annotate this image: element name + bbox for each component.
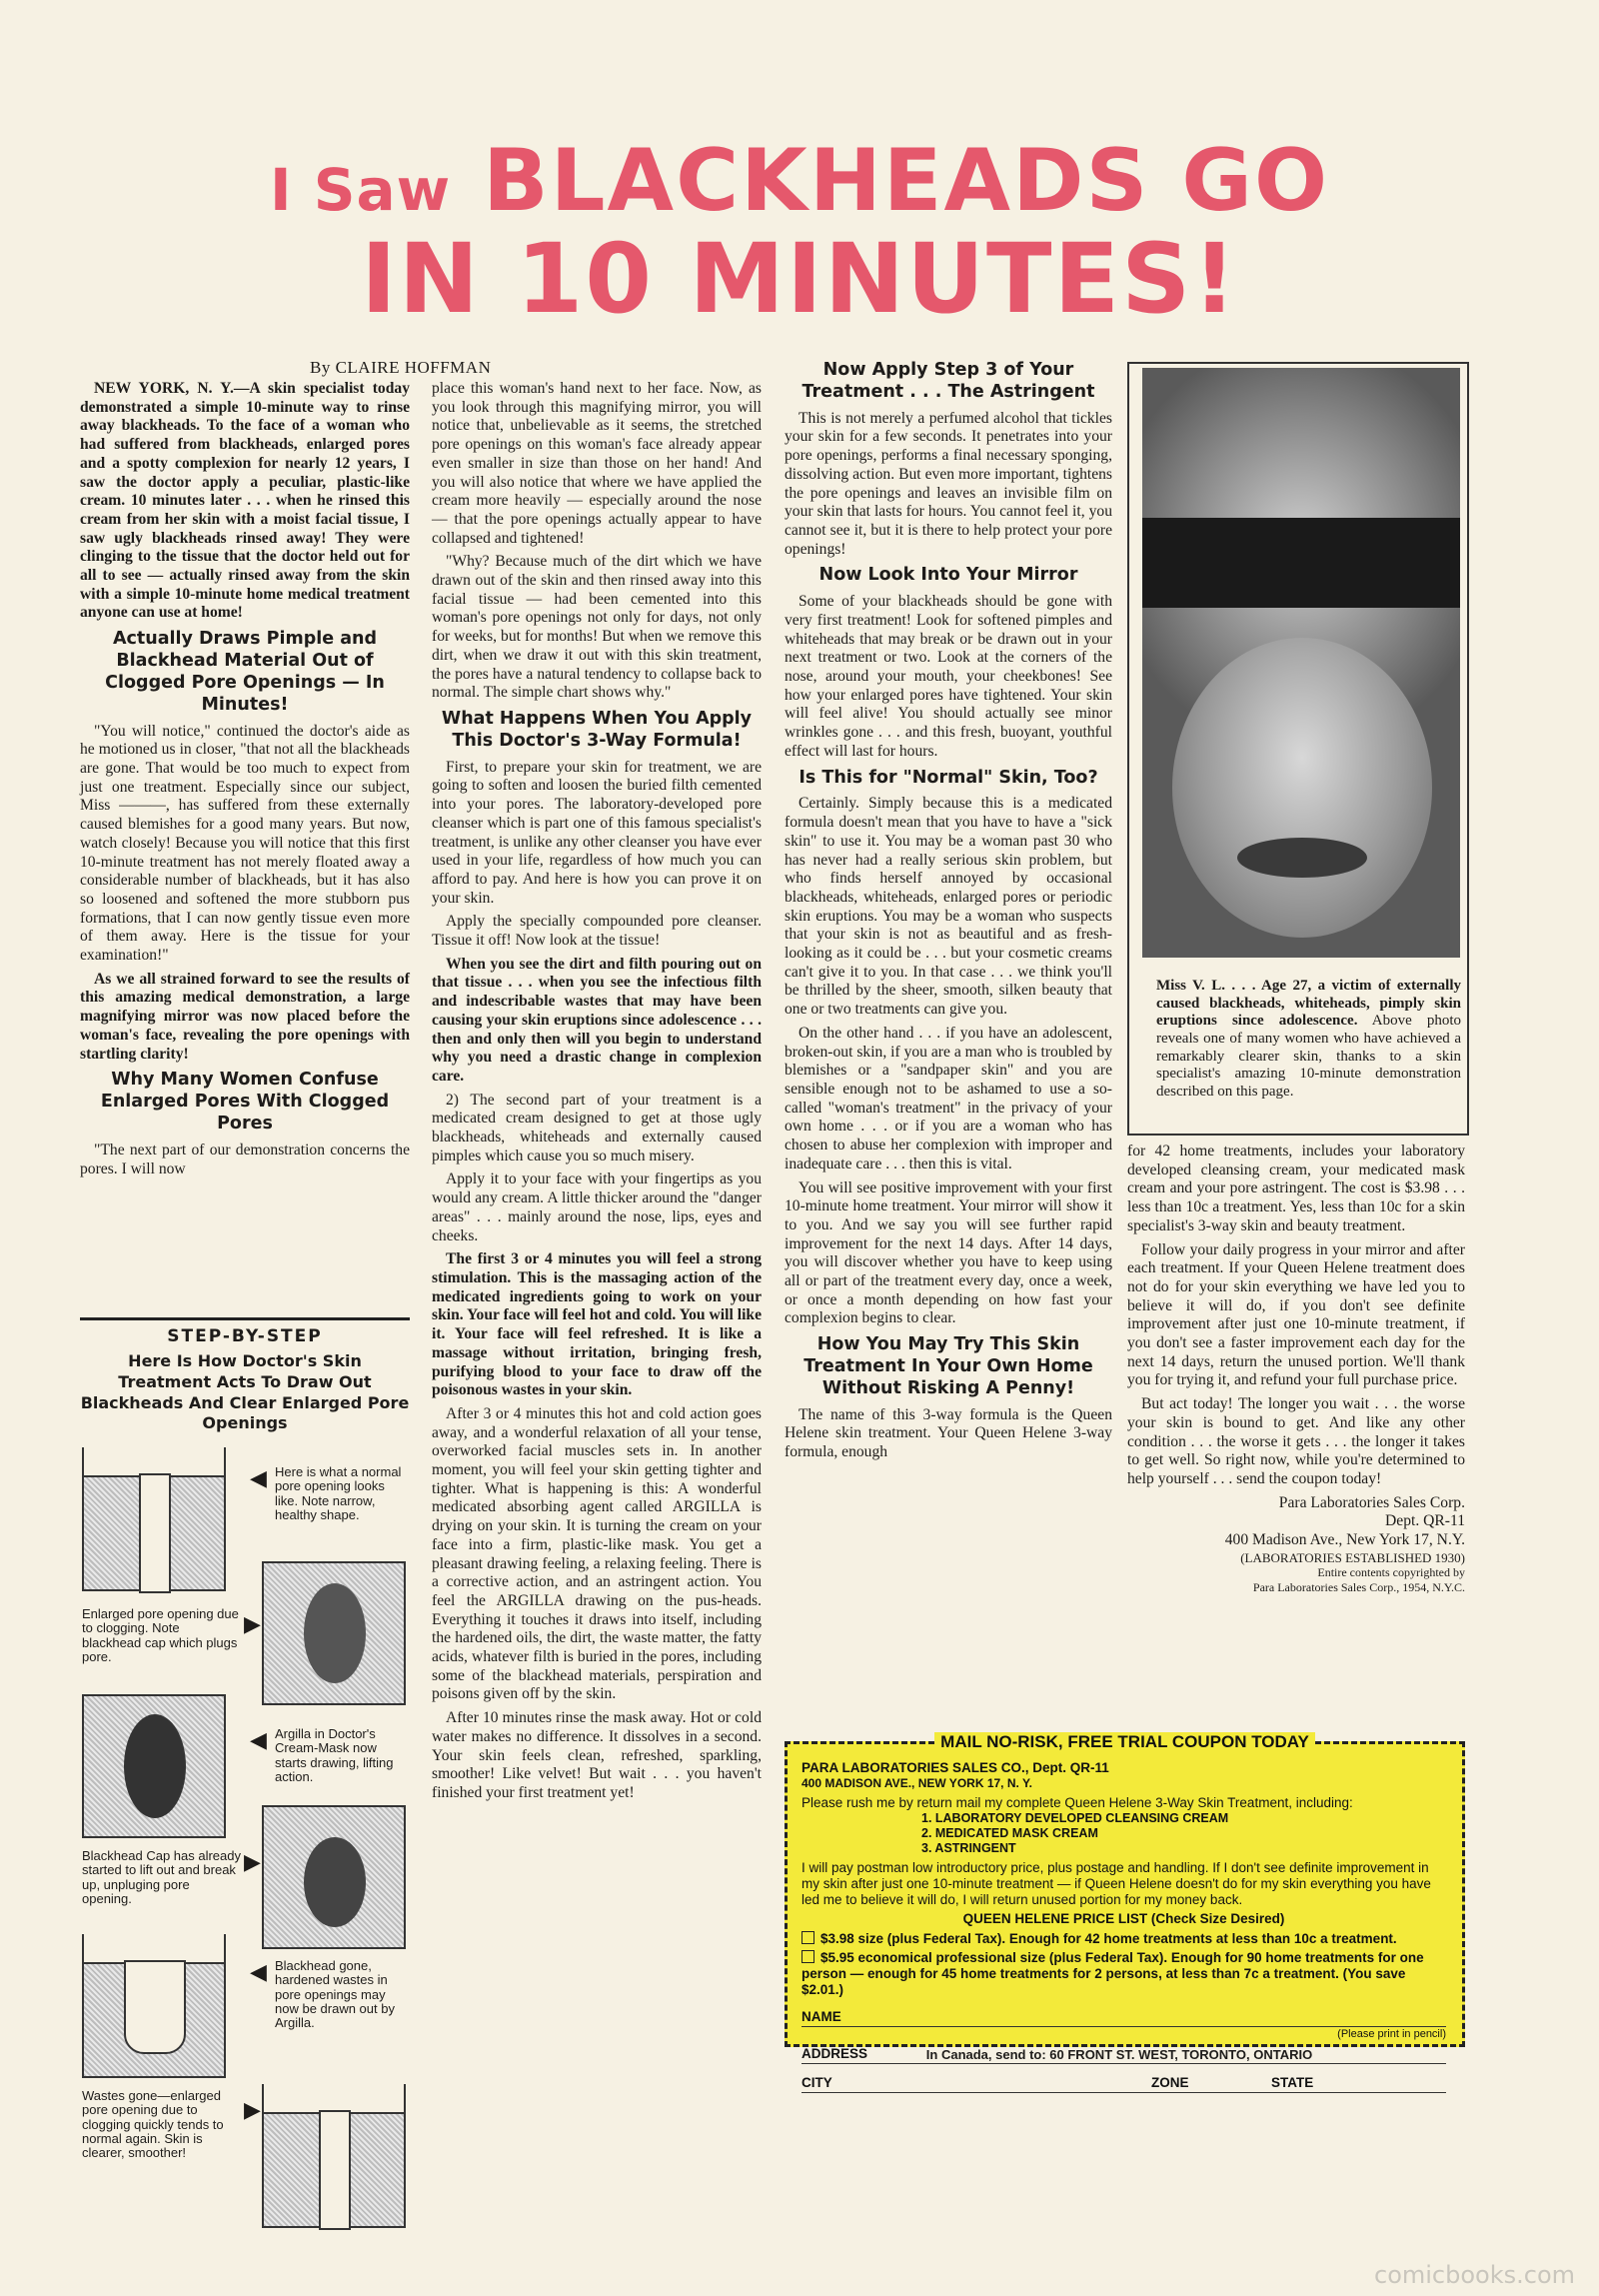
zone-label: ZONE [1151, 2075, 1189, 2091]
paragraph: for 42 home treatments, includes your laboratory developed cleansing cream, your medicated mask cream and your pore astringent. The cost is $3.98 . . . less than 10c a treatment. Yes, less than 10c for a skin specialist's 3-way skin and beauty treatment. [1127, 1143, 1465, 1234]
subhead-what-happens: What Happens When You Apply This Doctor's 3-Way Formula! [441, 708, 753, 751]
headline-line2: IN 10 MINUTES! [360, 222, 1239, 335]
divider [80, 1317, 410, 1320]
coupon-price-list: QUEEN HELENE PRICE LIST (Check Size Desired) [962, 1911, 1285, 1927]
pencil-note: (Please print in pencil) [1337, 2028, 1446, 2041]
paragraph: As we all strained forward to see the results of this amazing medical demonstration, a large magnifying mirror was now placed before the woman's face, revealing the pore openings with startling clarity! [80, 970, 410, 1063]
option-label: $5.95 economical professional size (plus Federal Tax). Enough for 90 home treatments for one person — enough for 45 home treatments for 2 persons, at less than 7c a treatment. (You save $2.01.) [801, 1949, 1424, 1998]
caption-bold: Miss V. L. . . . Age 27, a victim of externally caused blackheads, whiteheads, pimply skin eruptions since adolescence. [1156, 978, 1461, 1030]
caption-normal: Above photo reveals one of many women who have achieved a remarkably clearer skin, thanks to a skin specialist's amazing 10-minute demonstration described on this page. [1156, 1013, 1461, 1101]
coupon-title [788, 1732, 1462, 1752]
headline [60, 131, 1539, 335]
coupon-body [801, 1760, 1446, 2093]
column-2 [432, 380, 762, 1808]
subhead-mirror: Now Look Into Your Mirror [818, 565, 1078, 586]
headline-line1 [60, 131, 1539, 231]
address-label: ADDRESS [801, 2046, 868, 2062]
subhead-confuse: Why Many Women Confuse Enlarged Pores With Clogged Pores [100, 1070, 390, 1135]
paragraph: Apply the specially compounded pore cleanser. Tissue it off! Now look at the tissue! [432, 913, 762, 950]
paragraph: Apply it to your face with your fingertips as you would any cream. A little thicker around the "danger areas" . . . mainly around the nose, lips, eyes and cheeks. [432, 1170, 762, 1244]
normal-pore-diagram [82, 1447, 226, 1591]
coupon-to: PARA LABORATORIES SALES CO., Dept. QR-11 [801, 1760, 1109, 1775]
coupon-to-address: 400 MADISON AVE., NEW YORK 17, N. Y. [801, 1776, 1032, 1791]
clear-pore-diagram [262, 2084, 406, 2228]
paragraph: You will see positive improvement with your first 10-minute home treatment. Your mirror will show it to you. And we say you will see further rapid improvement for the next 14 days. After 14 days, you will discover whether you have to keep using all or part of the treatment every day, once a week, or once a month depending on how fast your complexion begins to clear. [785, 1178, 1112, 1327]
paragraph: "Why? Because much of the dirt which we have drawn out of the skin and then rinsed away into this facial tissue — had been cemented into this woman's pore openings not only for days, not only for weeks, but for months! But when we remove this dirt, when we draw it out with this skin treatment, the pores have a natural tendency to collapse back to normal. The simple chart shows why." [432, 553, 762, 702]
photo-caption [1156, 978, 1461, 1102]
enlarged-pore-diagram [262, 1561, 406, 1705]
paragraph: "You will notice," continued the doctor's aide as he motioned us in closer, "that not all the blackheads are gone. That would be too much to expect from just one treatment. Especially since our subject, Miss ———, has suffered from these externally caused blemishes for a good many years. But now, watch closely! Because you will notice that this first 10-minute treatment has not merely floated away a considerable number of blackheads, but it has also so loosened and softened the more stubborn pus formations, that I can now gently tissue even more of them away. Here is the tissue for your examination!" [80, 722, 410, 965]
step-caption: Enlarged pore opening due to clogging. Note blackhead cap which plugs pore. [82, 1606, 239, 1664]
arrow-right-icon: ▶ [244, 1849, 261, 1874]
company-address [1127, 1494, 1465, 1594]
paragraph: When you see the dirt and filth pouring out on that tissue . . . when you see the infectious filth and indescribable wastes that may have been causing your skin eruptions since adolescence . . . then and only then will you begin to understand why you need a drastic change in complexion care. [432, 955, 762, 1085]
address-line: Para Laboratories Sales Corp., 1954, N.Y.C. [1252, 1579, 1465, 1594]
paragraph: 2) The second part of your treatment is a medicated cream designed to get at those ugly blackheads, whiteheads and externally caused pimples which cause you so much misery. [432, 1091, 762, 1164]
address-line: Entire contents copyrighted by [1317, 1565, 1465, 1580]
arrow-left-icon: ◀ [250, 1959, 267, 1984]
paragraph: "The next part of our demonstration concerns the pores. I will now [80, 1141, 410, 1177]
checkbox[interactable] [801, 1931, 814, 1944]
option-label: $3.98 size (plus Federal Tax). Enough for 42 home treatments at less than 10c a treatment. [820, 1930, 1397, 1946]
face-shape [1172, 638, 1432, 938]
city-field[interactable] [801, 2072, 1446, 2093]
arrow-right-icon: ▶ [244, 1611, 261, 1636]
paragraph: The first 3 or 4 minutes you will feel a strong stimulation. This is the massaging action of the medicated ingredients going to work on your skin. Your face will feel hot and cold. You will like it. Your face will feel refreshed. It is like a massage without irritation, bringing fresh, purifying blood to your face to draw off the poisonous wastes in your skin. [432, 1250, 762, 1399]
paragraph: But act today! The longer you wait . . . the worse your skin is bound to get. And like any other condition . . . the worse it gets . . . the longer it takes to get well. So right now, while you're determined to help yourself . . . send the coupon today! [1127, 1395, 1465, 1487]
step-caption: Wastes gone—enlarged pore opening due to clogging quickly tends to normal again. Skin is clearer, smoother! [82, 2088, 224, 2161]
eye-censor-bar [1142, 518, 1460, 608]
lead-paragraph: NEW YORK, N. Y.—A skin specialist today demonstrated a simple 10-minute way to rinse away blackheads. To the face of a woman who had suffered from blackheads, enlarged pores and a spotty complexion for nearly 12 years, I saw the doctor apply a peculiar, plastic-like cream. 10 minutes later . . . when he rinsed this cream from her skin with a moist facial tissue, I saw ugly blackheads rinsed away! They were clinging to the tissue that the doctor held out for all to see — actually rinsed away from the skin with a simple 10-minute home medical treatment anyone can use at home! [80, 380, 410, 622]
steps-subtitle: Here Is How Doctor's Skin Treatment Acts To Draw Out Blackheads And Clear Enlarged Pore Openings [80, 1351, 410, 1433]
coupon-rush: Please rush me by return mail my complete Queen Helene 3-Way Skin Treatment, including: [801, 1794, 1353, 1810]
headline-small: I Saw [269, 156, 452, 224]
blackhead-lifting-diagram [262, 1805, 406, 1949]
arrow-left-icon: ◀ [250, 1727, 267, 1752]
paragraph: This is not merely a perfumed alcohol that tickles your skin for a few seconds. It penetrates into your pore openings, performs a final necessary sponging, dissolving action. But even more important, tightens the pore openings and leaves an invisible film on your skin that lasts for hours. You cannot feel it, you cannot see it, but it is there to help protect your pore openings! [785, 409, 1112, 558]
name-field[interactable] [801, 2006, 1446, 2041]
coupon-item: 3. ASTRINGENT [921, 1840, 1016, 1855]
arrow-left-icon: ◀ [250, 1465, 267, 1490]
column-3 [785, 360, 1112, 1467]
steps-header [80, 1325, 410, 1434]
coupon-guarantee: I will pay postman low introductory price, plus postage and handling. If I don't see definite improvement in my skin after just one 10-minute treatment — if Queen Helene doesn't do for my skin everything you have led me to believe it will do, I will return unused portion for my money back. [801, 1859, 1431, 1908]
coupon-item: 2. MEDICATED MASK CREAM [921, 1825, 1098, 1840]
step-caption: Argilla in Doctor's Cream-Mask now starts drawing, lifting action. [275, 1726, 394, 1784]
arrow-right-icon: ▶ [244, 2097, 261, 2122]
paragraph: Certainly. Simply because this is a medicated formula doesn't mean that you have to have a "sick skin" to use it. You may be a woman past 30 who has never had a really serious skin problem, but who finds herself annoyed by occasional blackheads, whiteheads, enlarged pores or periodic skin eruptions. You may be a woman who suspects that your skin is not as beautiful and as fresh-looking as it could be . . . but your cosmetic creams can't give it to you. In that case . . . we think you'll be thrilled by the sheer, smooth, silken beauty that one or two treatments can give you. [785, 795, 1112, 1019]
step-caption: Blackhead Cap has already started to lift out and break up, unpluging pore opening. [82, 1848, 241, 1906]
paragraph: On the other hand . . . if you have an adolescent, broken-out skin, if you are a man who is troubled by blemishes or a "sandpaper skin" and you are sensible enough not to be ashamed to use a so-called "woman's treatment" in the privacy of your own home . . . or if you are a woman who has chosen to abuse her complexion with improper and inadequate care . . . then this is vital. [785, 1024, 1112, 1172]
paragraph: Some of your blackheads should be gone with very first treatment! Look for softened pimples and whiteheads that may break or be drawn out in your next treatment or two. Look at the corners of the nose, around your mouth, your cheekbones! See how your enlarged pores have tightened. Your skin will feel alive! You should actually see minor wrinkles gone . . . and this fresh, buoyant, youthful effect will last for hours. [785, 593, 1112, 760]
paragraph: First, to prepare your skin for treatment, we are going to soften and loosen the buried filth cemented into your pores. The laboratory-developed pore cleanser which is part one of this famous specialist's treatment, is unlike any other cleanser you have ever used in your life, regardless of how much you can afford to pay. And here is how you can prove it on your skin. [432, 758, 762, 907]
subhead-astringent: Now Apply Step 3 of Your Treatment . . . The Astringent [801, 360, 1095, 402]
subhead-normal-skin: Is This for "Normal" Skin, Too? [799, 767, 1098, 788]
step-caption: Blackhead gone, hardened wastes in pore openings may now be drawn out by Argilla. [275, 1958, 395, 2031]
paragraph: After 10 minutes rinse the mask away. Hot or cold water makes no difference. It dissolves in a second. Your skin feels clean, refreshed, sparkling, smoother! Like velvet! But wait . . . you haven't finished your first treatment yet! [432, 1709, 762, 1801]
city-label: CITY [801, 2075, 832, 2091]
blackhead-gone-diagram [82, 1934, 226, 2078]
address-line: 400 Madison Ave., New York 17, N.Y. [1224, 1531, 1465, 1549]
paragraph: place this woman's hand next to her face. Now, as you look through this magnifying mirror, you will notice that, unbelievable as it seems, the stretched pore openings on this woman's face already appear even smaller in size than those on her hand! And you will also notice that where we have applied the cream more heavily — especially around the nose — that the pore openings actually appear to have collapsed and tightened! [432, 380, 762, 547]
paragraph: Follow your daily progress in your mirror and after each treatment. If your Queen Helene treatment does not do for your skin everything we have led you to believe it will do, if you don't see definite improvement after just one 10-minute treatment, if you don't see a faster improvement each day for the next 14 days, return the unused portion. We'll thank you for trying it, and refund your full purchase price. [1127, 1240, 1465, 1389]
option-398[interactable] [801, 1931, 1446, 1947]
step-caption: Here is what a normal pore opening looks like. Note narrow, healthy shape. [275, 1464, 402, 1522]
paragraph: After 3 or 4 minutes this hot and cold action goes away, and a wonderful relaxation of all your tense, overworked facial muscles sets in. In another moment, you will feel your skin getting tighter and tighter. What is happening is this: A wonderful medicated absorbing agent called ARGILLA is drying on your skin. It is turning the cream on your face into a firm, plastic-like mask. You get a pleasant drawing feeling, a relaxing feeling. There is a corrective action, and an astringent action. You feel the ARGILLA drawing on the pus-heads. Everything it touches it draws into itself, including the hardened oils, the dirt, the waste matter, the fatty acids, whatever filth is buried in the pores, including some of the blackhead materials, perspiration and poisons given off by the skin. [432, 1404, 762, 1703]
steps-title: STEP-BY-STEP [167, 1326, 323, 1346]
coupon-item: 1. LABORATORY DEVELOPED CLEANSING CREAM [921, 1810, 1229, 1825]
column-4 [1127, 1143, 1465, 1594]
address-line: Para Laboratories Sales Corp. [1278, 1493, 1465, 1511]
name-label: NAME [801, 2009, 841, 2025]
subhead-try-treatment: How You May Try This Skin Treatment In Your Own Home Without Risking A Penny! [803, 1334, 1093, 1398]
state-label: STATE [1271, 2075, 1314, 2091]
headline-big: BLACKHEADS GO [483, 131, 1330, 231]
checkbox[interactable] [801, 1950, 814, 1963]
subhead-pimple: Actually Draws Pimple and Blackhead Material Out of Clogged Pore Openings — In Minutes! [105, 629, 385, 715]
byline: By CLAIRE HOFFMAN [310, 358, 492, 377]
canada-address: In Canada, send to: 60 FRONT ST. WEST, TORONTO, ONTARIO [925, 2047, 1313, 2062]
argilla-diagram [82, 1694, 226, 1838]
address-line: Dept. QR-11 [1385, 1512, 1465, 1530]
coupon-title-text: MAIL NO-RISK, FREE TRIAL COUPON TODAY [934, 1732, 1315, 1751]
mouth-shape [1237, 838, 1367, 878]
option-595[interactable] [801, 1950, 1446, 1999]
address-line: (LABORATORIES ESTABLISHED 1930) [1240, 1549, 1465, 1565]
column-1 [80, 380, 410, 1183]
watermark: comicbooks.com [1374, 2261, 1576, 2289]
paragraph: The name of this 3-way formula is the Queen Helene skin treatment. Your Queen Helene 3-way formula, enough [785, 1405, 1112, 1461]
portrait-photo [1142, 368, 1460, 958]
